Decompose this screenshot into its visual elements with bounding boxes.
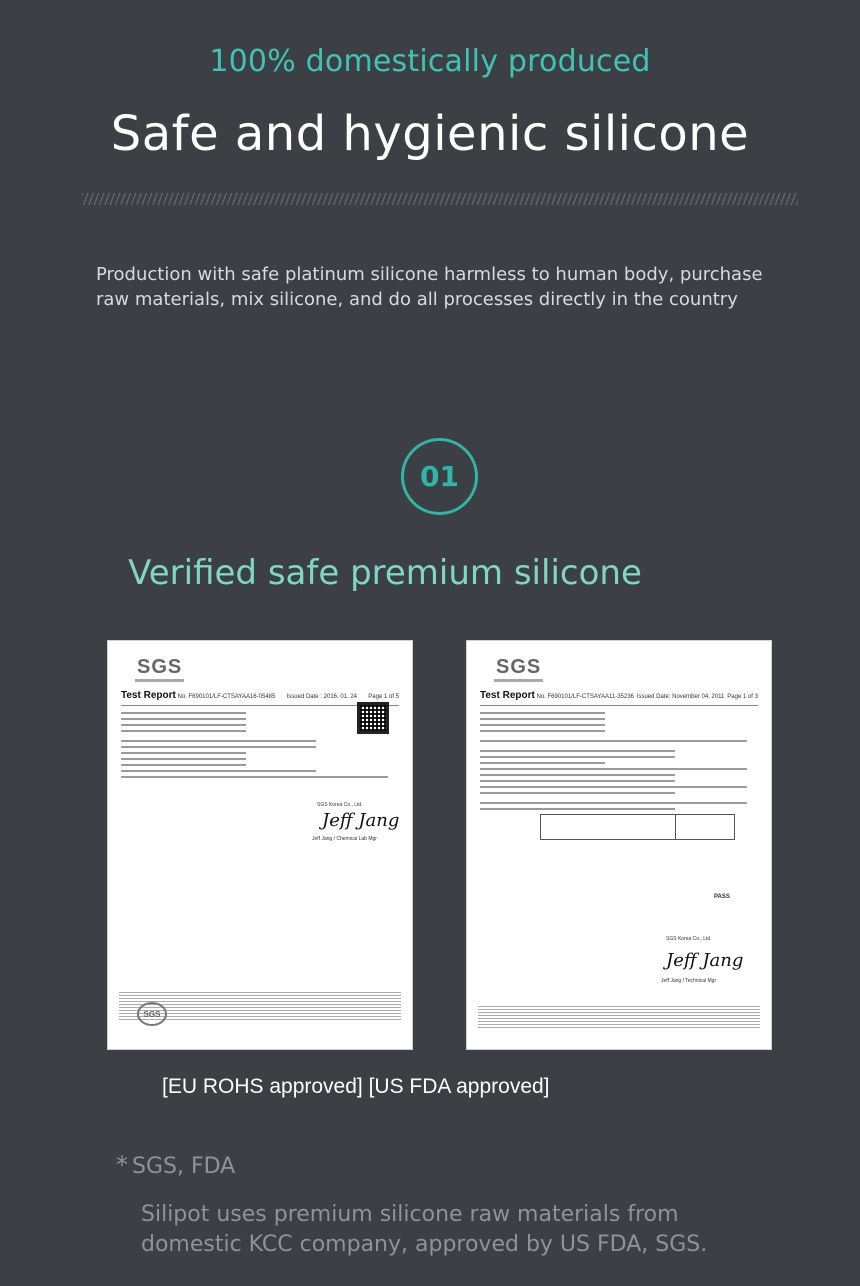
- report-text-lines: [480, 712, 758, 810]
- issued-date: Issued Date: November 04, 2011: [636, 694, 725, 700]
- report-number: No. F690101/LF-CTSAYAA16-05485: [177, 694, 276, 700]
- report-title: Test Report: [480, 690, 535, 701]
- signer-title: Jeff Jang / Technical Mgr: [661, 978, 717, 984]
- note-text: SGS, FDA: [132, 1154, 236, 1179]
- result-pass: PASS: [714, 894, 730, 900]
- sgs-logo: SGS: [494, 656, 543, 682]
- certificate-fine-print: [478, 1006, 760, 1028]
- asterisk-icon: *: [116, 1151, 128, 1179]
- section-number: 01: [420, 460, 459, 493]
- sgs-stamp-icon: SGS: [137, 1002, 167, 1026]
- report-title: Test Report: [121, 690, 176, 701]
- approvals-caption: [EU ROHS approved] [US FDA approved]: [162, 1075, 550, 1098]
- issuer-company: SGS Korea Co., Ltd.: [317, 802, 363, 808]
- issued-date: Issued Date : 2016. 01. 24: [286, 694, 358, 700]
- issuer-company: SGS Korea Co., Ltd.: [666, 936, 712, 942]
- report-number: No. F690101/LF-CTSAYAA11-35236: [536, 694, 634, 700]
- section-heading: Verified safe premium silicone: [128, 553, 642, 593]
- footer-description: Silipot uses premium silicone raw materials from domestic KCC company, approved by US FDA, SGS.: [141, 1202, 708, 1257]
- page-count: Page 1 of 5: [368, 694, 399, 700]
- certification-note: [116, 1151, 235, 1179]
- section-number-badge: [401, 438, 478, 515]
- result-summary-table: [540, 814, 735, 840]
- qr-code-icon: [357, 702, 389, 734]
- certificate-sgs-fda: [466, 640, 772, 1050]
- certificate-sgs-rohs: [107, 640, 413, 1050]
- signature: Jeff Jang: [666, 950, 744, 971]
- header-rule: [480, 705, 758, 706]
- signature: Jeff Jang: [322, 810, 400, 831]
- hatched-divider: [82, 193, 798, 205]
- page-count: Page 1 of 3: [727, 694, 758, 700]
- page-subtitle: 100% domestically produced: [209, 44, 651, 79]
- intro-description: Production with safe platinum silicone harmless to human body, purchase raw materials, mix silicone, and do all processes directly in the country: [96, 264, 763, 310]
- certificate-header: [121, 690, 399, 701]
- page-title: Safe and hygienic silicone: [110, 106, 750, 162]
- certificate-header: [480, 690, 758, 701]
- sgs-logo: SGS: [135, 656, 184, 682]
- signer-title: Jeff Jang / Chemical Lab Mgr: [312, 836, 377, 842]
